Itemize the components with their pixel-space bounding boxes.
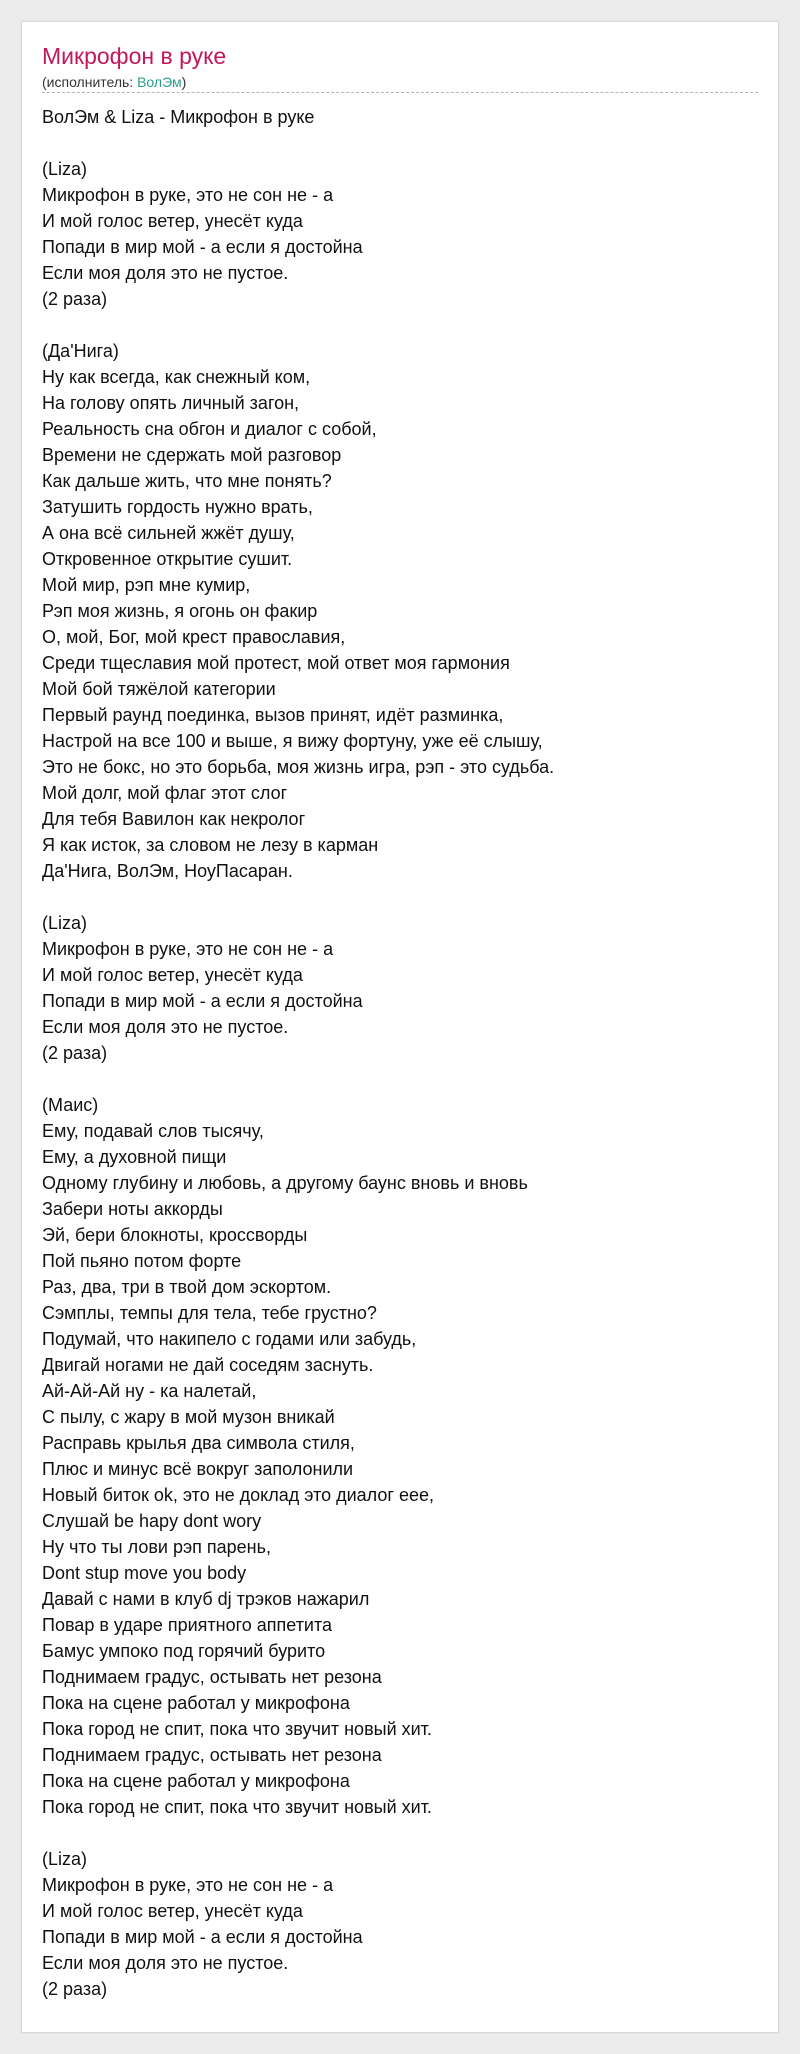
lyrics-blank-line bbox=[42, 130, 762, 156]
lyrics-blank-line bbox=[42, 312, 762, 338]
lyrics-line: Подумай, что накипело с годами или забудь, bbox=[42, 1329, 417, 1349]
lyrics-line: А она всё сильней жжёт душу, bbox=[42, 523, 295, 543]
lyrics-line: (Liza) bbox=[42, 913, 88, 933]
lyrics-line: Пока город не спит, пока что звучит новый хит. bbox=[42, 1797, 432, 1817]
lyrics-line: Раз, два, три в твой дом эскортом. bbox=[42, 1277, 332, 1297]
lyrics-line: Если моя доля это не пустое. bbox=[42, 1953, 289, 1973]
lyrics-line: (2 раза) bbox=[42, 289, 108, 309]
lyrics-line: ВолЭм & Liza - Микрофон в руке bbox=[42, 107, 315, 127]
lyrics-line: Эй, бери блокноты, кроссворды bbox=[42, 1225, 308, 1245]
lyrics-line: Расправь крылья два символа стиля, bbox=[42, 1433, 355, 1453]
lyrics-line: С пылу, с жару в мой музон вникай bbox=[42, 1407, 335, 1427]
lyrics-line: Dont stup move you body bbox=[42, 1563, 247, 1583]
lyrics-line: Времени не сдержать мой разговор bbox=[42, 445, 342, 465]
lyrics-line: Давай с нами в клуб dj трэков нажарил bbox=[42, 1589, 370, 1609]
lyrics-line: (Да'Нига) bbox=[42, 341, 119, 361]
lyrics-line: Двигай ногами не дай соседям заснуть. bbox=[42, 1355, 374, 1375]
lyrics-line: Я как исток, за словом не лезу в карман bbox=[42, 835, 379, 855]
lyrics-line: Настрой на все 100 и выше, я вижу фортуну, уже её слышу, bbox=[42, 731, 543, 751]
lyrics-line: Повар в ударе приятного аппетита bbox=[42, 1615, 333, 1635]
lyrics-line: Пой пьяно потом форте bbox=[42, 1251, 242, 1271]
lyrics-line: Попади в мир мой - а если я достойна bbox=[42, 237, 363, 257]
lyrics-line: Затушить гордость нужно врать, bbox=[42, 497, 313, 517]
lyrics-line: (2 раза) bbox=[42, 1043, 108, 1063]
lyrics-line: Забери ноты аккорды bbox=[42, 1199, 223, 1219]
lyrics-line: Это не бокс, но это борьба, моя жизнь игра, рэп - это судьба. bbox=[42, 757, 555, 777]
lyrics-line: Пока на сцене работал у микрофона bbox=[42, 1693, 350, 1713]
lyrics-line: Рэп моя жизнь, я огонь он факир bbox=[42, 601, 318, 621]
lyrics-line: На голову опять личный загон, bbox=[42, 393, 300, 413]
lyrics-blank-line bbox=[42, 884, 762, 910]
lyrics-blank-line bbox=[42, 1066, 762, 1092]
lyrics-line: Ему, подавай слов тысячу, bbox=[42, 1121, 264, 1141]
lyrics-line: Микрофон в руке, это не сон не - а bbox=[42, 1875, 334, 1895]
lyrics-line: (Маис) bbox=[42, 1095, 99, 1115]
lyrics-line: (2 раза) bbox=[42, 1979, 108, 1999]
lyrics-line: Сэмплы, темпы для тела, тебе грустно? bbox=[42, 1303, 377, 1323]
lyrics-line: И мой голос ветер, унесёт куда bbox=[42, 211, 303, 231]
lyrics-line: Мой долг, мой флаг этот слог bbox=[42, 783, 288, 803]
lyrics-line: Первый раунд поединка, вызов принят, идёт разминка, bbox=[42, 705, 504, 725]
lyrics-line: Ну как всегда, как снежный ком, bbox=[42, 367, 311, 387]
lyrics-line: Да'Нига, ВолЭм, НоуПасаран. bbox=[42, 861, 293, 881]
performer-suffix: ) bbox=[181, 74, 187, 90]
lyrics-line: Как дальше жить, что мне понять? bbox=[42, 471, 332, 491]
performer-prefix: (исполнитель: bbox=[42, 74, 138, 90]
lyrics-line: Новый биток ok, это не доклад это диалог еее, bbox=[42, 1485, 435, 1505]
lyrics-line: Ему, а духовной пищи bbox=[42, 1147, 227, 1167]
lyrics-line: Если моя доля это не пустое. bbox=[42, 263, 289, 283]
lyrics-line: Откровенное открытие сушит. bbox=[42, 549, 293, 569]
lyrics-line: Среди тщеславия мой протест, мой ответ моя гармония bbox=[42, 653, 510, 673]
lyrics-line: Пока на сцене работал у микрофона bbox=[42, 1771, 350, 1791]
song-title: Микрофон в руке bbox=[42, 43, 227, 69]
lyrics-line: Микрофон в руке, это не сон не - а bbox=[42, 185, 334, 205]
performer-line bbox=[42, 73, 186, 91]
lyrics-line: Попади в мир мой - а если я достойна bbox=[42, 991, 363, 1011]
lyrics-line: Для тебя Вавилон как некролог bbox=[42, 809, 306, 829]
lyrics-line: И мой голос ветер, унесёт куда bbox=[42, 965, 303, 985]
lyrics-line: Бамус умпоко под горячий бурито bbox=[42, 1641, 326, 1661]
header-divider bbox=[42, 92, 758, 93]
lyrics-line: (Liza) bbox=[42, 1849, 88, 1869]
lyrics-line: Реальность сна обгон и диалог с собой, bbox=[42, 419, 377, 439]
lyrics-line: Мой мир, рэп мне кумир, bbox=[42, 575, 251, 595]
lyrics-line: Мой бой тяжёлой категории bbox=[42, 679, 276, 699]
lyrics-line: Пока город не спит, пока что звучит новый хит. bbox=[42, 1719, 432, 1739]
lyrics-blank-line bbox=[42, 1820, 762, 1846]
lyrics-line: Ну что ты лови рэп парень, bbox=[42, 1537, 271, 1557]
lyrics-card bbox=[21, 21, 779, 2033]
lyrics-line: Микрофон в руке, это не сон не - а bbox=[42, 939, 334, 959]
lyrics-line: Поднимаем градус, остывать нет резона bbox=[42, 1745, 382, 1765]
lyrics-line: Одному глубину и любовь, а другому баунс вновь и вновь bbox=[42, 1173, 528, 1193]
lyrics-line: Ай-Ай-Ай ну - ка налетай, bbox=[42, 1381, 257, 1401]
lyrics-line: Слушай be hapy dont wory bbox=[42, 1511, 262, 1531]
lyrics-line: О, мой, Бог, мой крест православия, bbox=[42, 627, 346, 647]
lyrics-line: Попади в мир мой - а если я достойна bbox=[42, 1927, 363, 1947]
lyrics-line: Поднимаем градус, остывать нет резона bbox=[42, 1667, 382, 1687]
lyrics-text bbox=[42, 104, 762, 2002]
lyrics-line: (Liza) bbox=[42, 159, 88, 179]
performer-link[interactable]: ВолЭм bbox=[137, 74, 182, 90]
lyrics-line: И мой голос ветер, унесёт куда bbox=[42, 1901, 303, 1921]
lyrics-line: Плюс и минус всё вокруг заполонили bbox=[42, 1459, 354, 1479]
lyrics-line: Если моя доля это не пустое. bbox=[42, 1017, 289, 1037]
